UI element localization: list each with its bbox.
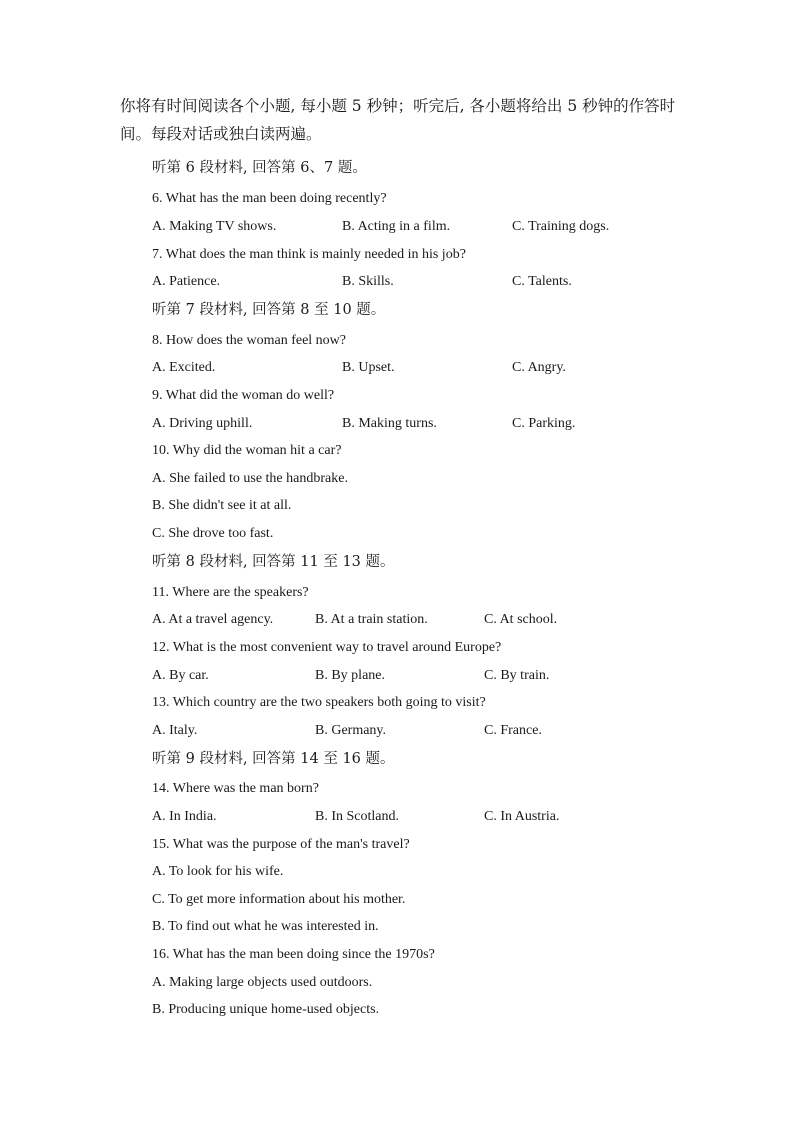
option-13c: C. France. [484, 723, 542, 738]
option-15a: A. To look for his wife. [152, 864, 284, 879]
question-10: 10. Why did the woman hit a car? [152, 443, 342, 458]
option-10b: B. She didn't see it at all. [152, 498, 292, 513]
option-6a: A. Making TV shows. [152, 219, 277, 234]
option-9a: A. Driving uphill. [152, 416, 253, 431]
option-15b: B. To find out what he was interested in. [152, 919, 379, 934]
option-8c: C. Angry. [512, 360, 566, 375]
option-6b: B. Acting in a film. [342, 219, 451, 234]
section-heading-7: 听第 7 段材料, 回答第 8 至 10 题。 [152, 302, 386, 318]
option-11a: A. At a travel agency. [152, 612, 274, 627]
section-heading-9: 听第 9 段材料, 回答第 14 至 16 题。 [152, 751, 395, 767]
question-11: 11. Where are the speakers? [152, 585, 309, 600]
question-12: 12. What is the most convenient way to travel around Europe? [152, 640, 502, 655]
option-6c: C. Training dogs. [512, 219, 610, 234]
option-13a: A. Italy. [152, 723, 198, 738]
option-14a: A. In India. [152, 809, 217, 824]
option-7c: C. Talents. [512, 274, 572, 289]
option-12c: C. By train. [484, 668, 550, 683]
option-14c: C. In Austria. [484, 809, 560, 824]
option-16a: A. Making large objects used outdoors. [152, 975, 373, 990]
question-9: 9. What did the woman do well? [152, 388, 335, 403]
question-7: 7. What does the man think is mainly needed in his job? [152, 247, 466, 262]
option-8a: A. Excited. [152, 360, 216, 375]
option-10c: C. She drove too fast. [152, 526, 274, 541]
section-heading-6: 听第 6 段材料, 回答第 6、7 题。 [152, 160, 367, 176]
option-8b: B. Upset. [342, 360, 395, 375]
option-11c: C. At school. [484, 612, 558, 627]
listening-instructions: 你将有时间阅读各个小题, 每小题 5 秒钟；听完后, 各小题将给出 5 秒钟的作答时间。每段对话或独白读两遍。 [120, 97, 676, 143]
question-15: 15. What was the purpose of the man's travel? [152, 837, 410, 852]
option-9b: B. Making turns. [342, 416, 437, 431]
question-8: 8. How does the woman feel now? [152, 333, 347, 348]
option-12b: B. By plane. [315, 668, 385, 683]
question-13: 13. Which country are the two speakers both going to visit? [152, 695, 486, 710]
question-6: 6. What has the man been doing recently? [152, 191, 387, 206]
question-16: 16. What has the man been doing since the 1970s? [152, 947, 435, 962]
option-9c: C. Parking. [512, 416, 576, 431]
option-10a: A. She failed to use the handbrake. [152, 471, 348, 486]
option-7a: A. Patience. [152, 274, 221, 289]
section-heading-8: 听第 8 段材料, 回答第 11 至 13 题。 [152, 554, 395, 570]
option-13b: B. Germany. [315, 723, 387, 738]
option-14b: B. In Scotland. [315, 809, 399, 824]
option-15c: C. To get more information about his mother. [152, 892, 406, 907]
option-7b: B. Skills. [342, 274, 394, 289]
option-11b: B. At a train station. [315, 612, 428, 627]
option-16b: B. Producing unique home-used objects. [152, 1002, 380, 1017]
option-12a: A. By car. [152, 668, 209, 683]
question-14: 14. Where was the man born? [152, 781, 319, 796]
